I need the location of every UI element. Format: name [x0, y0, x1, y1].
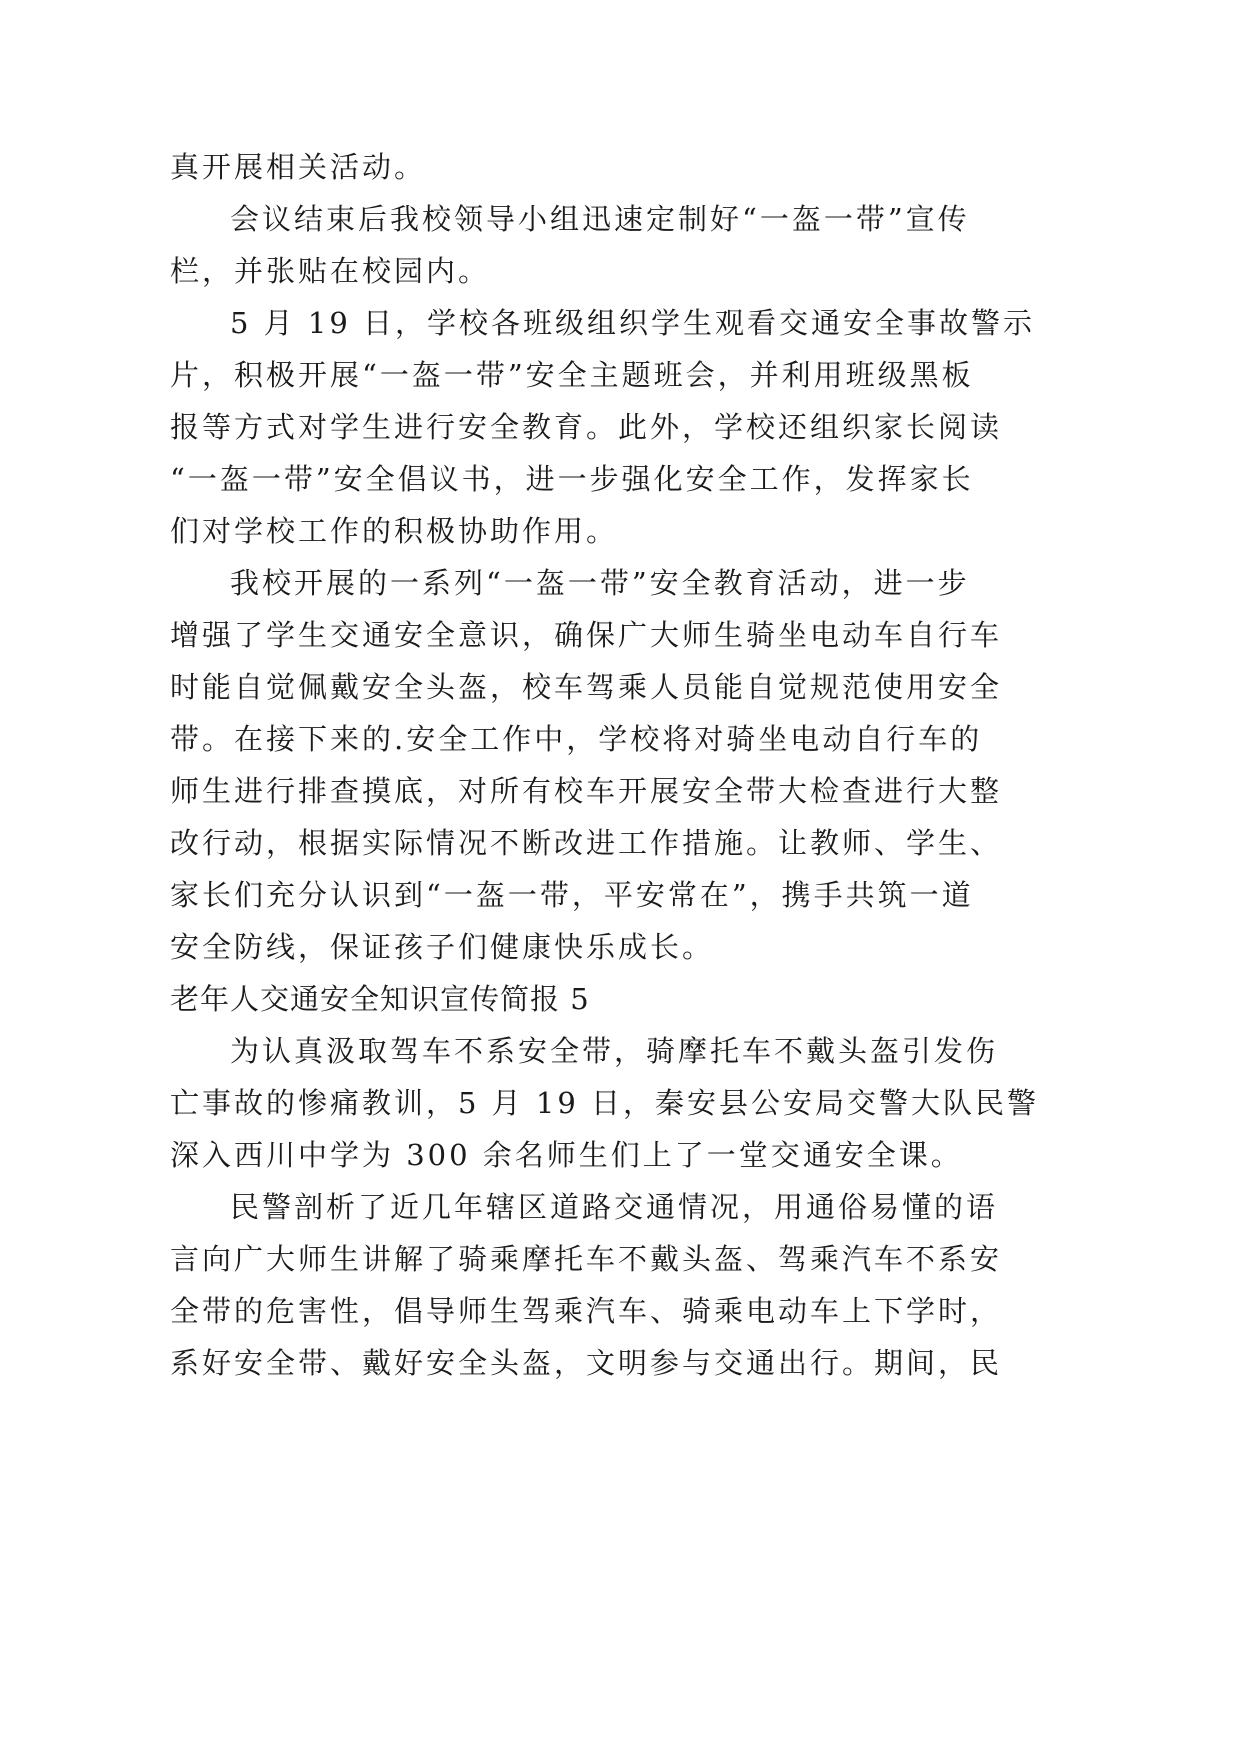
text-line	[0, 147, 1241, 187]
line-text: 全带的危害性，倡导师生驾乘汽车、骑乘电动车上下学时，	[170, 1294, 1003, 1328]
line-text: 片，积极开展“一盔一带”安全主题班会，并利用班级黑板	[170, 358, 974, 392]
line-text: 真开展相关活动。	[170, 150, 427, 184]
line-text: 我校开展的一系列“一盔一带”安全教育活动，进一步	[230, 566, 970, 600]
text-line	[0, 667, 1241, 707]
text-line	[0, 355, 1241, 395]
line-text: 改行动，根据实际情况不断改进工作措施。让教师、学生、	[170, 826, 1003, 860]
line-text: 系好安全带、戴好安全头盔，文明参与交通出行。期间，民	[170, 1346, 1003, 1380]
line-text: 报等方式对学生进行安全教育。此外，学校还组织家长阅读	[170, 410, 1003, 444]
text-line	[0, 1135, 1241, 1175]
line-text: 会议结束后我校领导小组迅速定制好“一盔一带”宣传	[230, 202, 970, 236]
line-text: 们对学校工作的积极协助作用。	[170, 514, 619, 548]
text-line	[0, 719, 1241, 759]
text-line	[0, 927, 1241, 967]
section-heading	[0, 979, 1241, 1019]
text-line	[0, 407, 1241, 447]
line-text: 增强了学生交通安全意识，确保广大师生骑坐电动车自行车	[170, 618, 1003, 652]
heading-text: 老年人交通安全知识宣传简报 5	[170, 982, 590, 1016]
text-line	[0, 823, 1241, 863]
paragraph-first-line	[0, 1187, 1241, 1227]
line-text: “一盔一带”安全倡议书，进一步强化安全工作，发挥家长	[170, 462, 974, 496]
line-text: 带。在接下来的.安全工作中，学校将对骑坐电动自行车的	[170, 722, 983, 756]
text-line	[0, 615, 1241, 655]
paragraph-first-line	[0, 199, 1241, 239]
text-line	[0, 1343, 1241, 1383]
line-text: 家长们充分认识到“一盔一带，平安常在”，携手共筑一道	[170, 878, 974, 912]
text-line	[0, 771, 1241, 811]
line-text: 时能自觉佩戴安全头盔，校车驾乘人员能自觉规范使用安全	[170, 670, 1003, 704]
line-text: 亡事故的惨痛教训，5 月 19 日，秦安县公安局交警大队民警	[170, 1086, 1040, 1120]
text-line	[0, 1291, 1241, 1331]
paragraph-first-line	[0, 1031, 1241, 1071]
text-line	[0, 459, 1241, 499]
line-text: 栏，并张贴在校园内。	[170, 254, 491, 288]
line-text: 安全防线，保证孩子们健康快乐成长。	[170, 930, 715, 964]
text-line	[0, 1083, 1241, 1123]
text-line	[0, 1239, 1241, 1279]
paragraph-first-line	[0, 563, 1241, 603]
text-line	[0, 875, 1241, 915]
line-text: 为认真汲取驾车不系安全带，骑摩托车不戴头盔引发伤	[230, 1034, 999, 1068]
line-text: 言向广大师生讲解了骑乘摩托车不戴头盔、驾乘汽车不系安	[170, 1242, 1003, 1276]
text-line	[0, 251, 1241, 291]
text-line	[0, 511, 1241, 551]
line-text: 5 月 19 日，学校各班级组织学生观看交通安全事故警示	[230, 306, 1036, 340]
paragraph-first-line	[0, 303, 1241, 343]
line-text: 深入西川中学为 300 余名师生们上了一堂交通安全课。	[170, 1138, 963, 1172]
line-text: 民警剖析了近几年辖区道路交通情况，用通俗易懂的语	[230, 1190, 999, 1224]
line-text: 师生进行排查摸底，对所有校车开展安全带大检查进行大整	[170, 774, 1003, 808]
